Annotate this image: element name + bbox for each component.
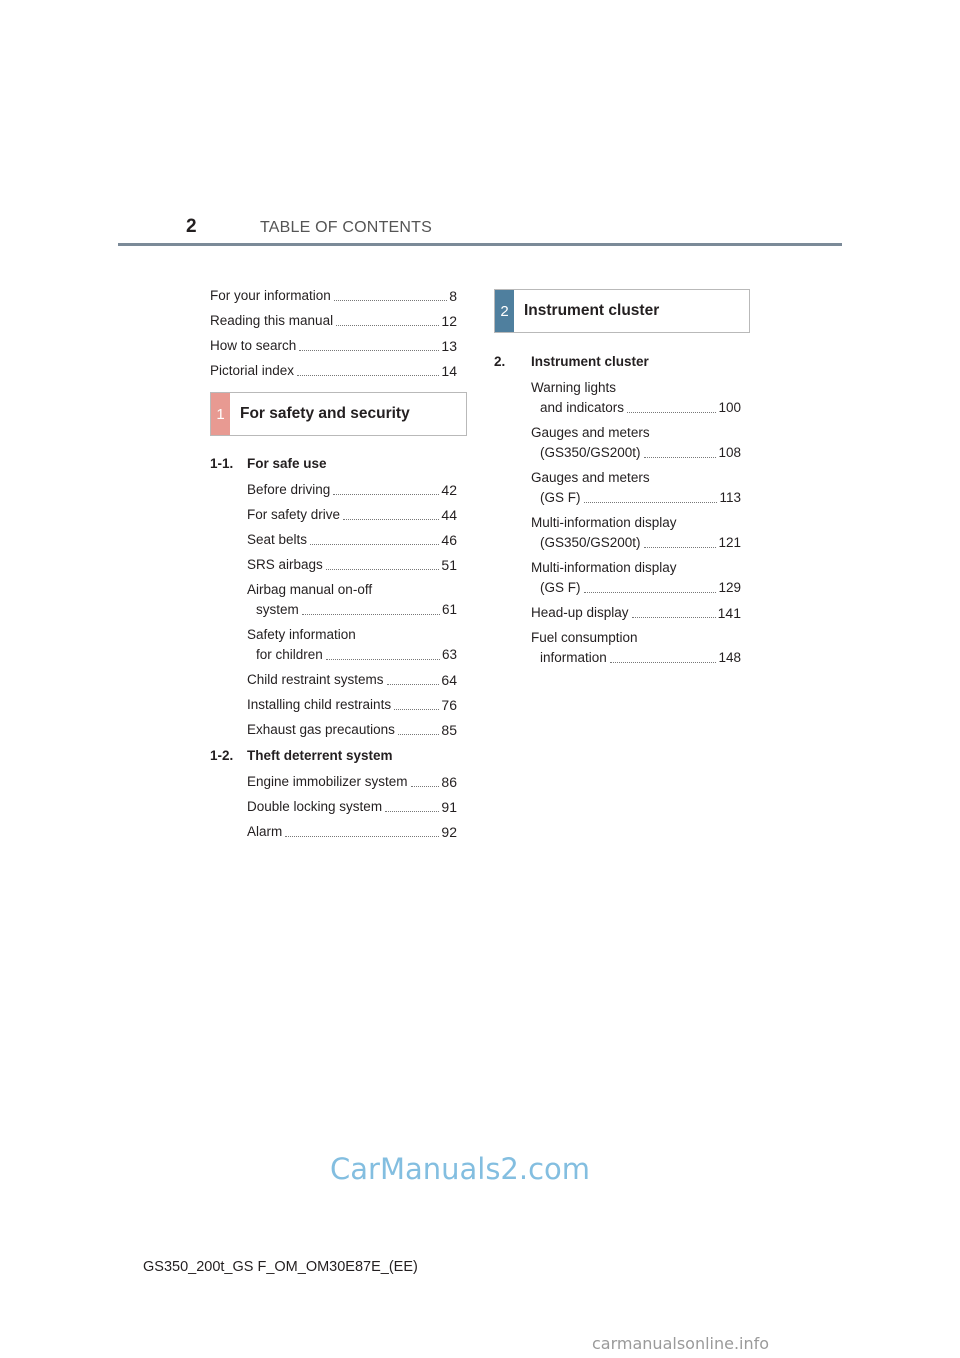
toc-entry-exhaust-gas[interactable]: Exhaust gas precautions 85 [247, 722, 457, 738]
page-header-title: TABLE OF CONTENTS [260, 219, 433, 236]
toc-entry-how-to-search[interactable]: How to search 13 [210, 338, 457, 354]
chapter-2-box[interactable] [494, 289, 750, 333]
toc-entry-pictorial-index[interactable]: Pictorial index 14 [210, 363, 457, 379]
toc-entry-warning-lights[interactable]: Warning lights and indicators 100 [531, 380, 741, 415]
toc-entry-mid-gs350[interactable]: Multi-information display (GS350/GS200t) 121 [531, 515, 741, 550]
toc-entry-child-restraint[interactable]: Child restraint systems 64 [247, 672, 457, 688]
chapter-2-title: Instrument cluster [524, 302, 660, 319]
toc-entry-your-information[interactable]: For your information 8 [210, 288, 457, 304]
section-1-1-heading[interactable]: 1-1. For safe use [210, 456, 327, 471]
carmanuals-watermark: CarManuals2.com [330, 1152, 591, 1186]
toc-entry-before-driving[interactable]: Before driving 42 [247, 482, 457, 498]
header-rule [118, 243, 842, 246]
toc-entry-mid-gsf[interactable]: Multi-information display (GS F) 129 [531, 560, 741, 595]
toc-entry-fuel-consumption[interactable]: Fuel consumption information 148 [531, 630, 741, 665]
chapter-1-title: For safety and security [240, 405, 410, 422]
chapter-1-box[interactable] [210, 392, 467, 436]
carmanualsonline-watermark: carmanualsonline.info [592, 1334, 770, 1353]
toc-entry-immobilizer[interactable]: Engine immobilizer system 86 [247, 774, 457, 790]
toc-entry-alarm[interactable]: Alarm 92 [247, 824, 457, 840]
section-2-heading[interactable]: 2. Instrument cluster [494, 354, 649, 369]
chapter-1-number: 1 [211, 393, 230, 435]
section-1-2-heading[interactable]: 1-2. Theft deterrent system [210, 748, 393, 763]
toc-entry-safety-drive[interactable]: For safety drive 44 [247, 507, 457, 523]
toc-entry-installing-restraints[interactable]: Installing child restraints 76 [247, 697, 457, 713]
toc-entry-double-locking[interactable]: Double locking system 91 [247, 799, 457, 815]
toc-entry-seat-belts[interactable]: Seat belts 46 [247, 532, 457, 548]
toc-entry-gauges-gsf[interactable]: Gauges and meters (GS F) 113 [531, 470, 741, 505]
toc-entry-gauges-gs350[interactable]: Gauges and meters (GS350/GS200t) 108 [531, 425, 741, 460]
footer-model-code: GS350_200t_GS F_OM_OM30E87E_(EE) [143, 1259, 418, 1275]
toc-entry-airbag-manual[interactable]: Airbag manual on-off system 61 [247, 582, 457, 617]
chapter-2-number: 2 [495, 290, 514, 332]
toc-entry-reading-manual[interactable]: Reading this manual 12 [210, 313, 457, 329]
toc-entry-hud[interactable]: Head-up display 141 [531, 605, 741, 621]
page-number: 2 [186, 216, 197, 237]
toc-entry-srs-airbags[interactable]: SRS airbags 51 [247, 557, 457, 573]
toc-entry-safety-children[interactable]: Safety information for children 63 [247, 627, 457, 662]
